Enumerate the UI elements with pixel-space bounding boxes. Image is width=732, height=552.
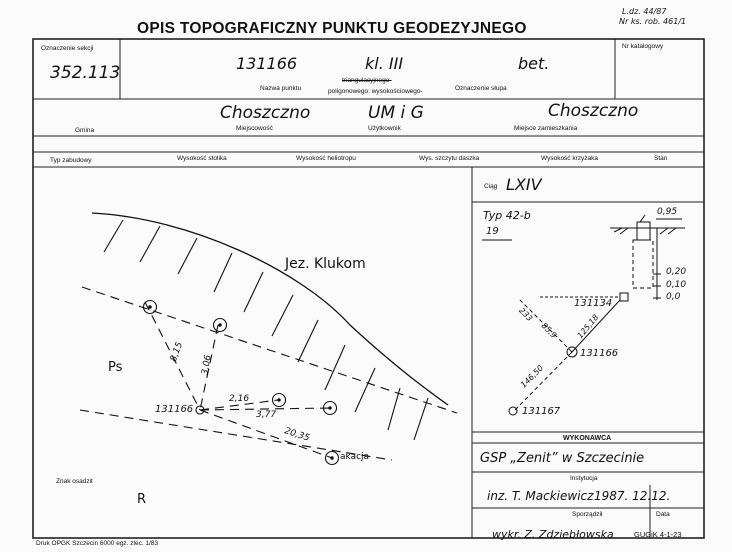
date-value: 1987. 12.12. bbox=[594, 489, 671, 503]
ldz-number: L.dz. 44/87 bbox=[622, 7, 667, 16]
miejscowosc-label: Miejscowość bbox=[236, 125, 273, 132]
point-131167: 131167 bbox=[522, 406, 561, 417]
gugik-code: GUGiK 4-1-23 bbox=[634, 530, 682, 539]
wys-stolika-label: Wysokość stolika bbox=[177, 155, 227, 162]
dist-233: 233 bbox=[517, 305, 535, 324]
sekcja-label: Oznaczenie sekcji bbox=[41, 45, 94, 52]
sketch-point-label: 131166 bbox=[155, 404, 194, 415]
form-title: OPIS TOPOGRAFICZNY PUNKTU GEODEZYJNEGO bbox=[137, 20, 527, 37]
typ-zabudowy-label: Typ zabudowy bbox=[50, 157, 92, 164]
druk-note: Druk OPGK Szczecin 6000 egz. zlec. 1/83 bbox=[36, 540, 159, 547]
dist-859: 85,9 bbox=[539, 321, 559, 340]
gmina-label: Gmina bbox=[75, 127, 95, 134]
monument-diagram bbox=[482, 215, 685, 415]
lake-name: Jez. Klukom bbox=[285, 256, 366, 272]
nazwa-label: Nazwa punktu bbox=[260, 85, 302, 92]
wykonawca-label: WYKONAWCA bbox=[563, 435, 612, 442]
data-label: Data bbox=[656, 511, 670, 518]
sekcja-value: 352.113 bbox=[50, 63, 121, 83]
h010: 0,10 bbox=[666, 280, 687, 290]
dist-label-2: 3,06 bbox=[200, 354, 214, 376]
r-label: R bbox=[137, 492, 147, 507]
typ-label-1: triangulacyjnego- bbox=[342, 77, 392, 84]
point-131134: 131134 bbox=[574, 298, 613, 309]
ciag-label: Ciąg bbox=[484, 183, 498, 190]
stan-label: Stan bbox=[654, 155, 668, 162]
typ-value: Typ 42-b bbox=[483, 209, 531, 222]
klasa-value: kl. III bbox=[365, 54, 404, 73]
instytucja-label: Instytucja bbox=[570, 475, 598, 482]
h095: 0,95 bbox=[657, 207, 678, 217]
uzytkownik-label: Użytkownik bbox=[368, 125, 401, 132]
wys-heliotropu-label: Wysokość heliotropu bbox=[296, 155, 356, 162]
dist-12518: 125,18 bbox=[575, 312, 601, 341]
wykr-note: wykr. Z. Zdziebłowska bbox=[492, 528, 614, 541]
sporzadzil-value: inz. T. Mackiewicz bbox=[487, 489, 594, 503]
dist-14650: 146,50 bbox=[518, 363, 546, 390]
ciag-value: LXIV bbox=[506, 175, 542, 194]
wys-daszka-label: Wys. szczytu daszka bbox=[419, 155, 480, 162]
miejscowosc-value: Choszczno bbox=[220, 103, 311, 123]
typ-label-2: poligonowego: wysokościowego- bbox=[328, 88, 423, 95]
dist-label-5: 20,35 bbox=[283, 426, 311, 444]
sketch-drawing bbox=[80, 213, 457, 465]
zamieszkanie-value: Choszczno bbox=[548, 101, 639, 121]
nazwa-value: 131166 bbox=[236, 54, 298, 73]
zamieszkanie-label: Miejsce zamieszkania bbox=[514, 125, 578, 132]
instytucja-value: GSP „Zenit” w Szczecinie bbox=[480, 451, 645, 466]
point-131166: 131166 bbox=[580, 348, 619, 359]
slup-label: Oznaczenie słupa bbox=[455, 85, 507, 92]
znak-label: Znak osadzit bbox=[56, 478, 93, 485]
dist-label-3: 2,16 bbox=[229, 394, 250, 404]
dist-label-4: 3,77 bbox=[256, 410, 277, 420]
typ-num: 19 bbox=[486, 226, 499, 237]
akacja-label: akacja bbox=[340, 452, 370, 462]
nr-katalogowy-label: Nr katalogowy bbox=[622, 43, 664, 50]
h000: 0,0 bbox=[666, 292, 681, 302]
wys-krzyzaka-label: Wysokość krzyżaka bbox=[541, 155, 599, 162]
sporzadzil-label: Sporządził bbox=[572, 511, 603, 518]
ps-label: Ps bbox=[108, 360, 123, 375]
h020: 0,20 bbox=[666, 267, 687, 277]
slup-value: bet. bbox=[518, 54, 550, 73]
uzytkownik-value: UM i G bbox=[368, 103, 424, 123]
nr-rob-number: Nr ks. rob. 461/1 bbox=[619, 17, 687, 26]
dist-label-1: 8,15 bbox=[168, 340, 186, 364]
